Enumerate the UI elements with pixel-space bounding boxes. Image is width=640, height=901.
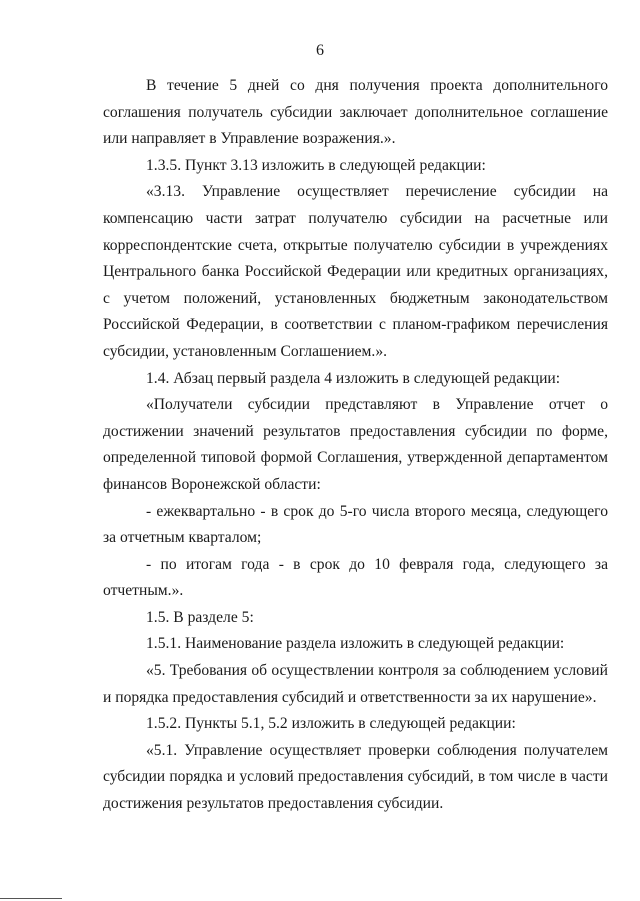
paragraph: 1.3.5. Пункт 3.13 изложить в следующей редакции:: [146, 156, 486, 174]
paragraph: 1.5.2. Пункты 5.1, 5.2 изложить в следующей редакции:: [146, 715, 516, 733]
footnote-divider: [0, 898, 62, 899]
paragraph: - по итогам года - в срок до 10 февраля года, следующего за отчетным.».: [103, 555, 608, 600]
paragraph: 1.4. Абзац первый раздела 4 изложить в следующей редакции:: [146, 369, 561, 387]
page-number: 6: [316, 42, 324, 59]
paragraph: «5. Требования об осуществлении контроля за соблюдением условий и порядка предоставления субсидий и ответственности за их нарушение».: [103, 662, 608, 706]
paragraph: «5.1. Управление осуществляет проверки соблюдения получателем субсидии порядка и условий предоставления субсидий, в том числе в части достижения результатов предоставления субсидии.: [103, 741, 608, 813]
paragraph: - ежеквартально - в срок до 5-го числа второго месяца, следующего за отчетным кварталом;: [103, 502, 608, 547]
paragraph: В течение 5 дней со дня получения проекта дополнительного соглашения получатель субсидии заключает дополнительное соглашение или направляет в Управление возражения.».: [103, 77, 608, 148]
paragraph: «3.13. Управление осуществляет перечисление субсидии на компенсацию части затрат получателю субсидии на расчетные или корреспондентские счета, открытые получателю субсидии в учреждениях Центрального банка Российской Федерации или кредитных организациях, с учетом положений, установленных бюджетным законодательством Российской Федерации, в соответствии с планом-графиком перечисления субсидии, установленным Соглашением.».: [103, 183, 608, 360]
paragraph: 1.5. В разделе 5:: [146, 608, 254, 626]
paragraph: «Получатели субсидии представляют в Управление отчет о достижении значений результатов предоставления субсидии по форме, определенной типовой формой Соглашения, утвержденной департаментом финансов Воронежской области:: [103, 396, 608, 493]
paragraph: 1.5.1. Наименование раздела изложить в следующей редакции:: [146, 635, 565, 653]
document-body: [103, 73, 608, 818]
